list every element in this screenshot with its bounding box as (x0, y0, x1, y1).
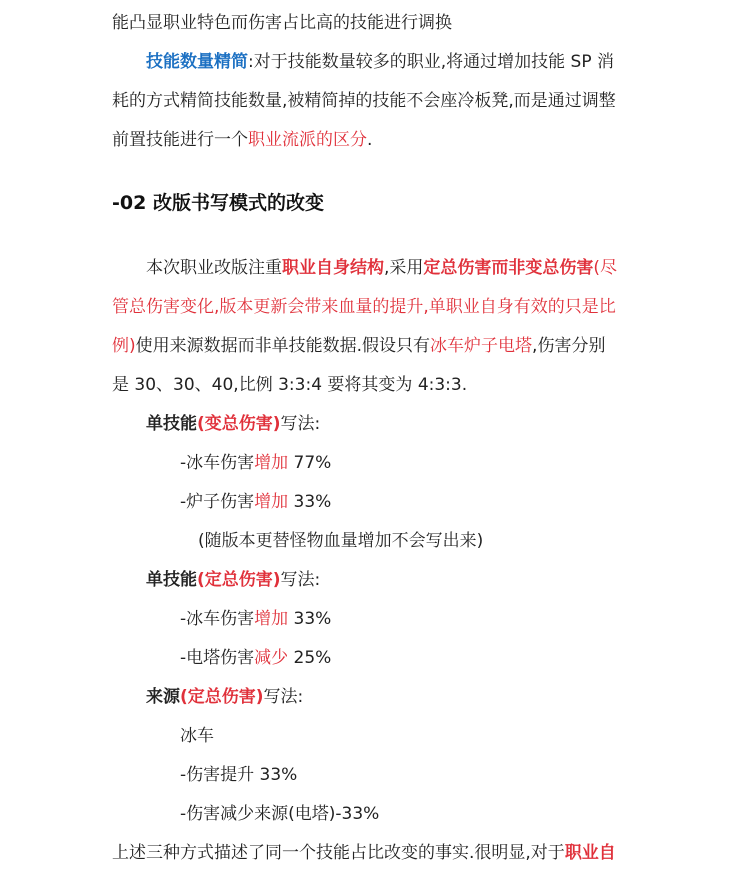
text: -伤害提升 33% (180, 765, 298, 785)
bold-label: 单技能 (146, 414, 197, 434)
text: 耗的方式精简技能数量,被精简掉的技能不会座冷板凳,而是通过调整 (112, 91, 616, 111)
list-heading (146, 569, 320, 591)
text: 本次职业改版注重 (146, 258, 282, 278)
heading-text: -02 改版书写模式的改变 (112, 192, 324, 214)
list-item (180, 491, 331, 513)
paragraph-line (146, 51, 614, 73)
paragraph-line (112, 90, 616, 112)
red-highlight: 增加 (254, 492, 289, 512)
list-item (180, 452, 331, 474)
text: 写法: (280, 570, 321, 590)
red-bold-highlight: 职业自 (564, 843, 616, 863)
red-bold-highlight: 定总伤害而非变总伤害 (423, 258, 594, 278)
text: -伤害减少来源(电塔)-33% (180, 804, 380, 824)
text: -电塔伤害 (180, 648, 255, 668)
text: 33% (288, 609, 332, 629)
text: 写法: (263, 687, 304, 707)
text: ,采用 (384, 258, 424, 278)
text: -冰车伤害 (180, 609, 255, 629)
paragraph-line (146, 257, 617, 279)
red-highlight: 例) (112, 336, 136, 356)
paragraph-line (112, 296, 616, 318)
text: 25% (288, 648, 332, 668)
section-heading (112, 192, 324, 214)
list-item (180, 803, 379, 825)
text: . (367, 130, 373, 150)
text: :对于技能数量较多的职业,将通过增加技能 SP 消 (248, 52, 614, 72)
red-highlight: 减少 (254, 648, 289, 668)
paragraph-line (112, 12, 452, 34)
text: -炉子伤害 (180, 492, 255, 512)
bold-label: 单技能 (146, 570, 197, 590)
paragraph-line (112, 374, 467, 396)
text: 是 30、30、40,比例 3:3:4 要将其变为 4:3:3. (112, 375, 468, 395)
red-highlight: (尽 (593, 258, 618, 278)
list-heading (146, 413, 320, 435)
red-highlight: 增加 (254, 453, 289, 473)
red-highlight: 冰车炉子电塔 (430, 336, 533, 356)
paragraph-line (112, 129, 372, 151)
text: 能凸显职业特色而伤害占比高的技能进行调换 (112, 13, 452, 33)
text: ,伤害分别 (532, 336, 606, 356)
red-bold-highlight: 职业自身结构 (282, 258, 384, 278)
text: 77% (288, 453, 332, 473)
term-highlight: 技能数量精简 (146, 52, 248, 72)
bold-label: 来源 (146, 687, 180, 707)
list-item (180, 647, 331, 669)
red-text: 管总伤害变化,版本更新会带来血量的提升,单职业自身有效的只是比 (112, 297, 616, 317)
red-highlight: 增加 (254, 609, 289, 629)
text: 使用来源数据而非单技能数据.假设只有 (135, 336, 431, 356)
red-bold-highlight: (定总伤害) (197, 570, 281, 590)
text: 冰车 (180, 726, 214, 746)
text: 写法: (280, 414, 321, 434)
red-bold-highlight: (变总伤害) (197, 414, 281, 434)
text: -冰车伤害 (180, 453, 255, 473)
list-heading (146, 686, 303, 708)
list-item (180, 764, 297, 786)
paragraph-line (112, 335, 605, 357)
text: (随版本更替怪物血量增加不会写出来) (198, 531, 484, 551)
red-highlight: 职业流派的区分 (248, 130, 367, 150)
note-line (198, 530, 483, 552)
text: 前置技能进行一个 (112, 130, 248, 150)
list-item (180, 725, 214, 747)
text: 33% (288, 492, 332, 512)
red-bold-highlight: (定总伤害) (180, 687, 264, 707)
text: 上述三种方式描述了同一个技能占比改变的事实.很明显,对于 (112, 843, 565, 863)
list-item (180, 608, 331, 630)
paragraph-line (112, 842, 616, 864)
